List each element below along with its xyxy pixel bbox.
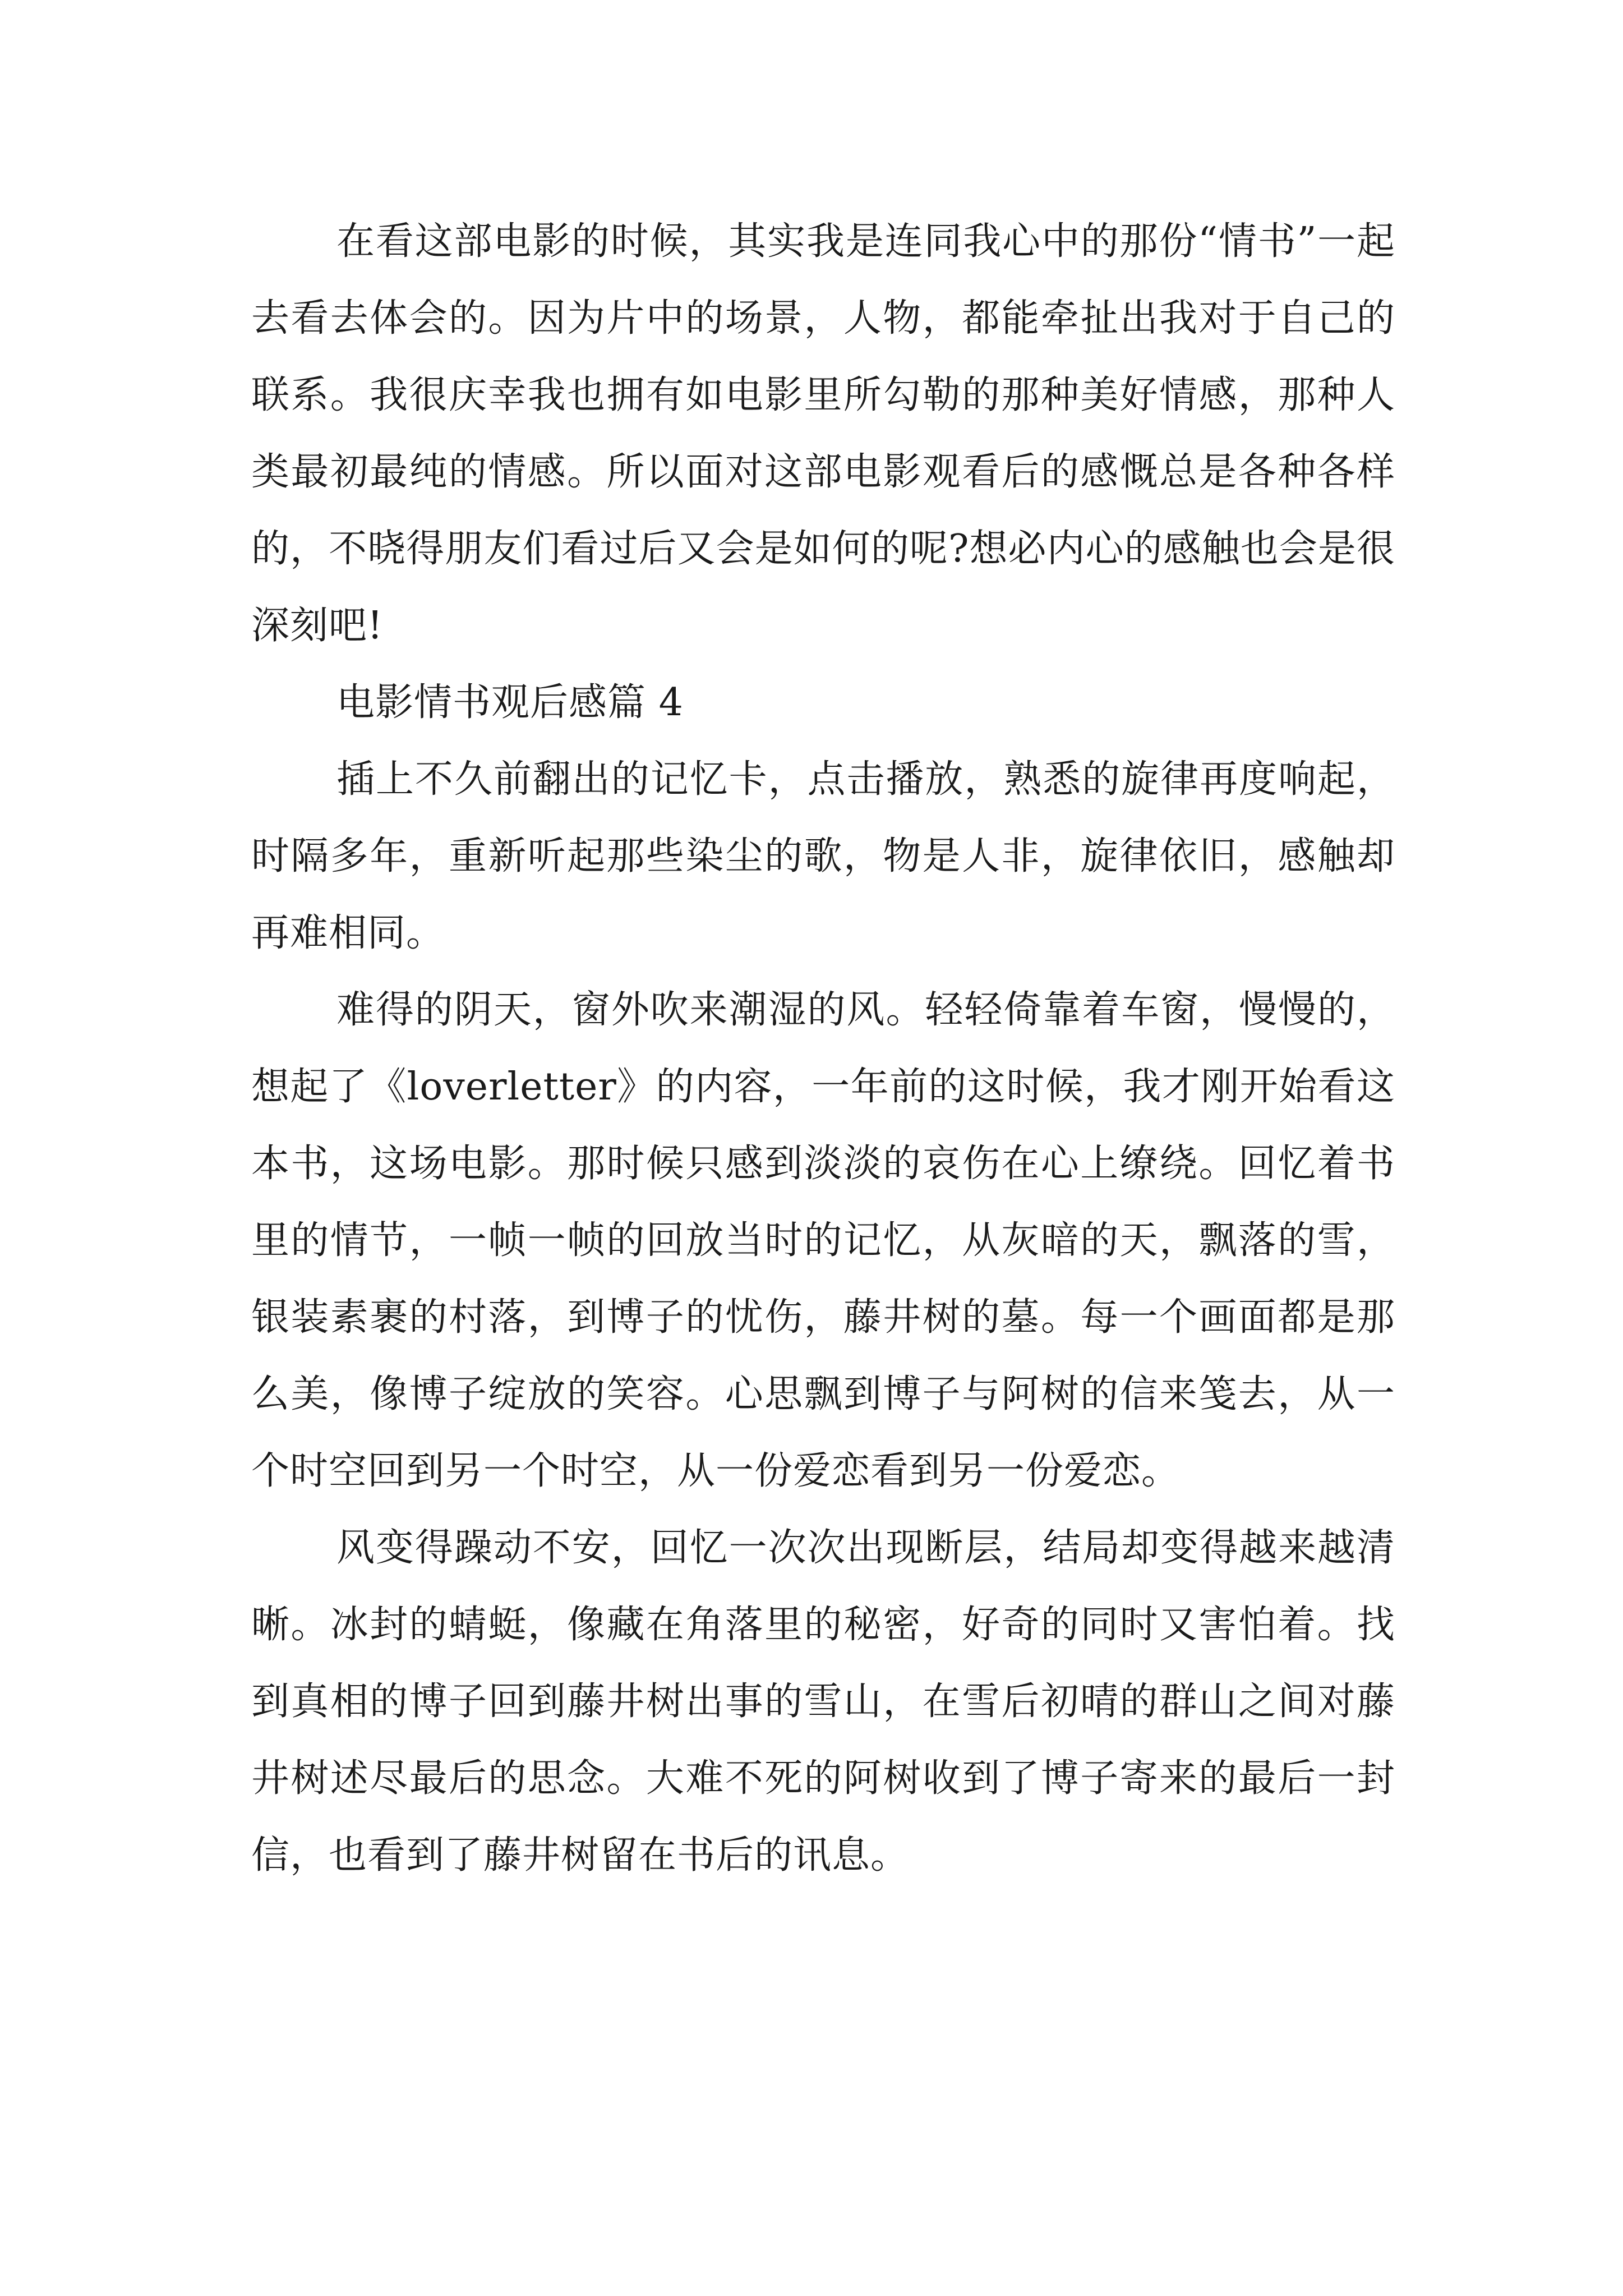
- paragraph-3: 难得的阴天，窗外吹来潮湿的风。轻轻倚靠着车窗，慢慢的，想起了《loverletter》的内容，一年前的这时候，我才刚开始看这本书，这场电影。那时候只感到淡淡的哀伤在心上缭绕。回忆着书里的情节，一帧一帧的回放当时的记忆，从灰暗的天，飘落的雪，银装素裹的村落，到博子的忧伤，藤井树的墓。每一个画面都是那么美，像博子绽放的笑容。心思飘到博子与阿树的信来笺去，从一个时空回到另一个时空，从一份爱恋看到另一份爱恋。: [251, 988, 1395, 1493]
- document-body: [251, 203, 1395, 1894]
- paragraph-2: 插上不久前翻出的记忆卡，点击播放，熟悉的旋律再度响起，时隔多年，重新听起那些染尘的歌，物是人非，旋律依旧，感触却再难相同。: [251, 757, 1395, 955]
- section-heading: 电影情书观后感篇 4: [336, 680, 684, 725]
- paragraph-4: 风变得躁动不安，回忆一次次出现断层，结局却变得越来越清晰。冰封的蜻蜓，像藏在角落里的秘密，好奇的同时又害怕着。找到真相的博子回到藤井树出事的雪山，在雪后初晴的群山之间对藤井树述尽最后的思念。大难不死的阿树收到了博子寄来的最后一封信，也看到了藤井树留在书后的讯息。: [251, 1526, 1395, 1878]
- paragraph-1: 在看这部电影的时候，其实我是连同我心中的那份“情书”一起去看去体会的。因为片中的场景，人物，都能牵扯出我对于自己的联系。我很庆幸我也拥有如电影里所勾勒的那种美好情感，那种人类最初最纯的情感。所以面对这部电影观看后的感慨总是各种各样的，不晓得朋友们看过后又会是如何的呢?想必内心的感触也会是很深刻吧!: [251, 219, 1395, 648]
